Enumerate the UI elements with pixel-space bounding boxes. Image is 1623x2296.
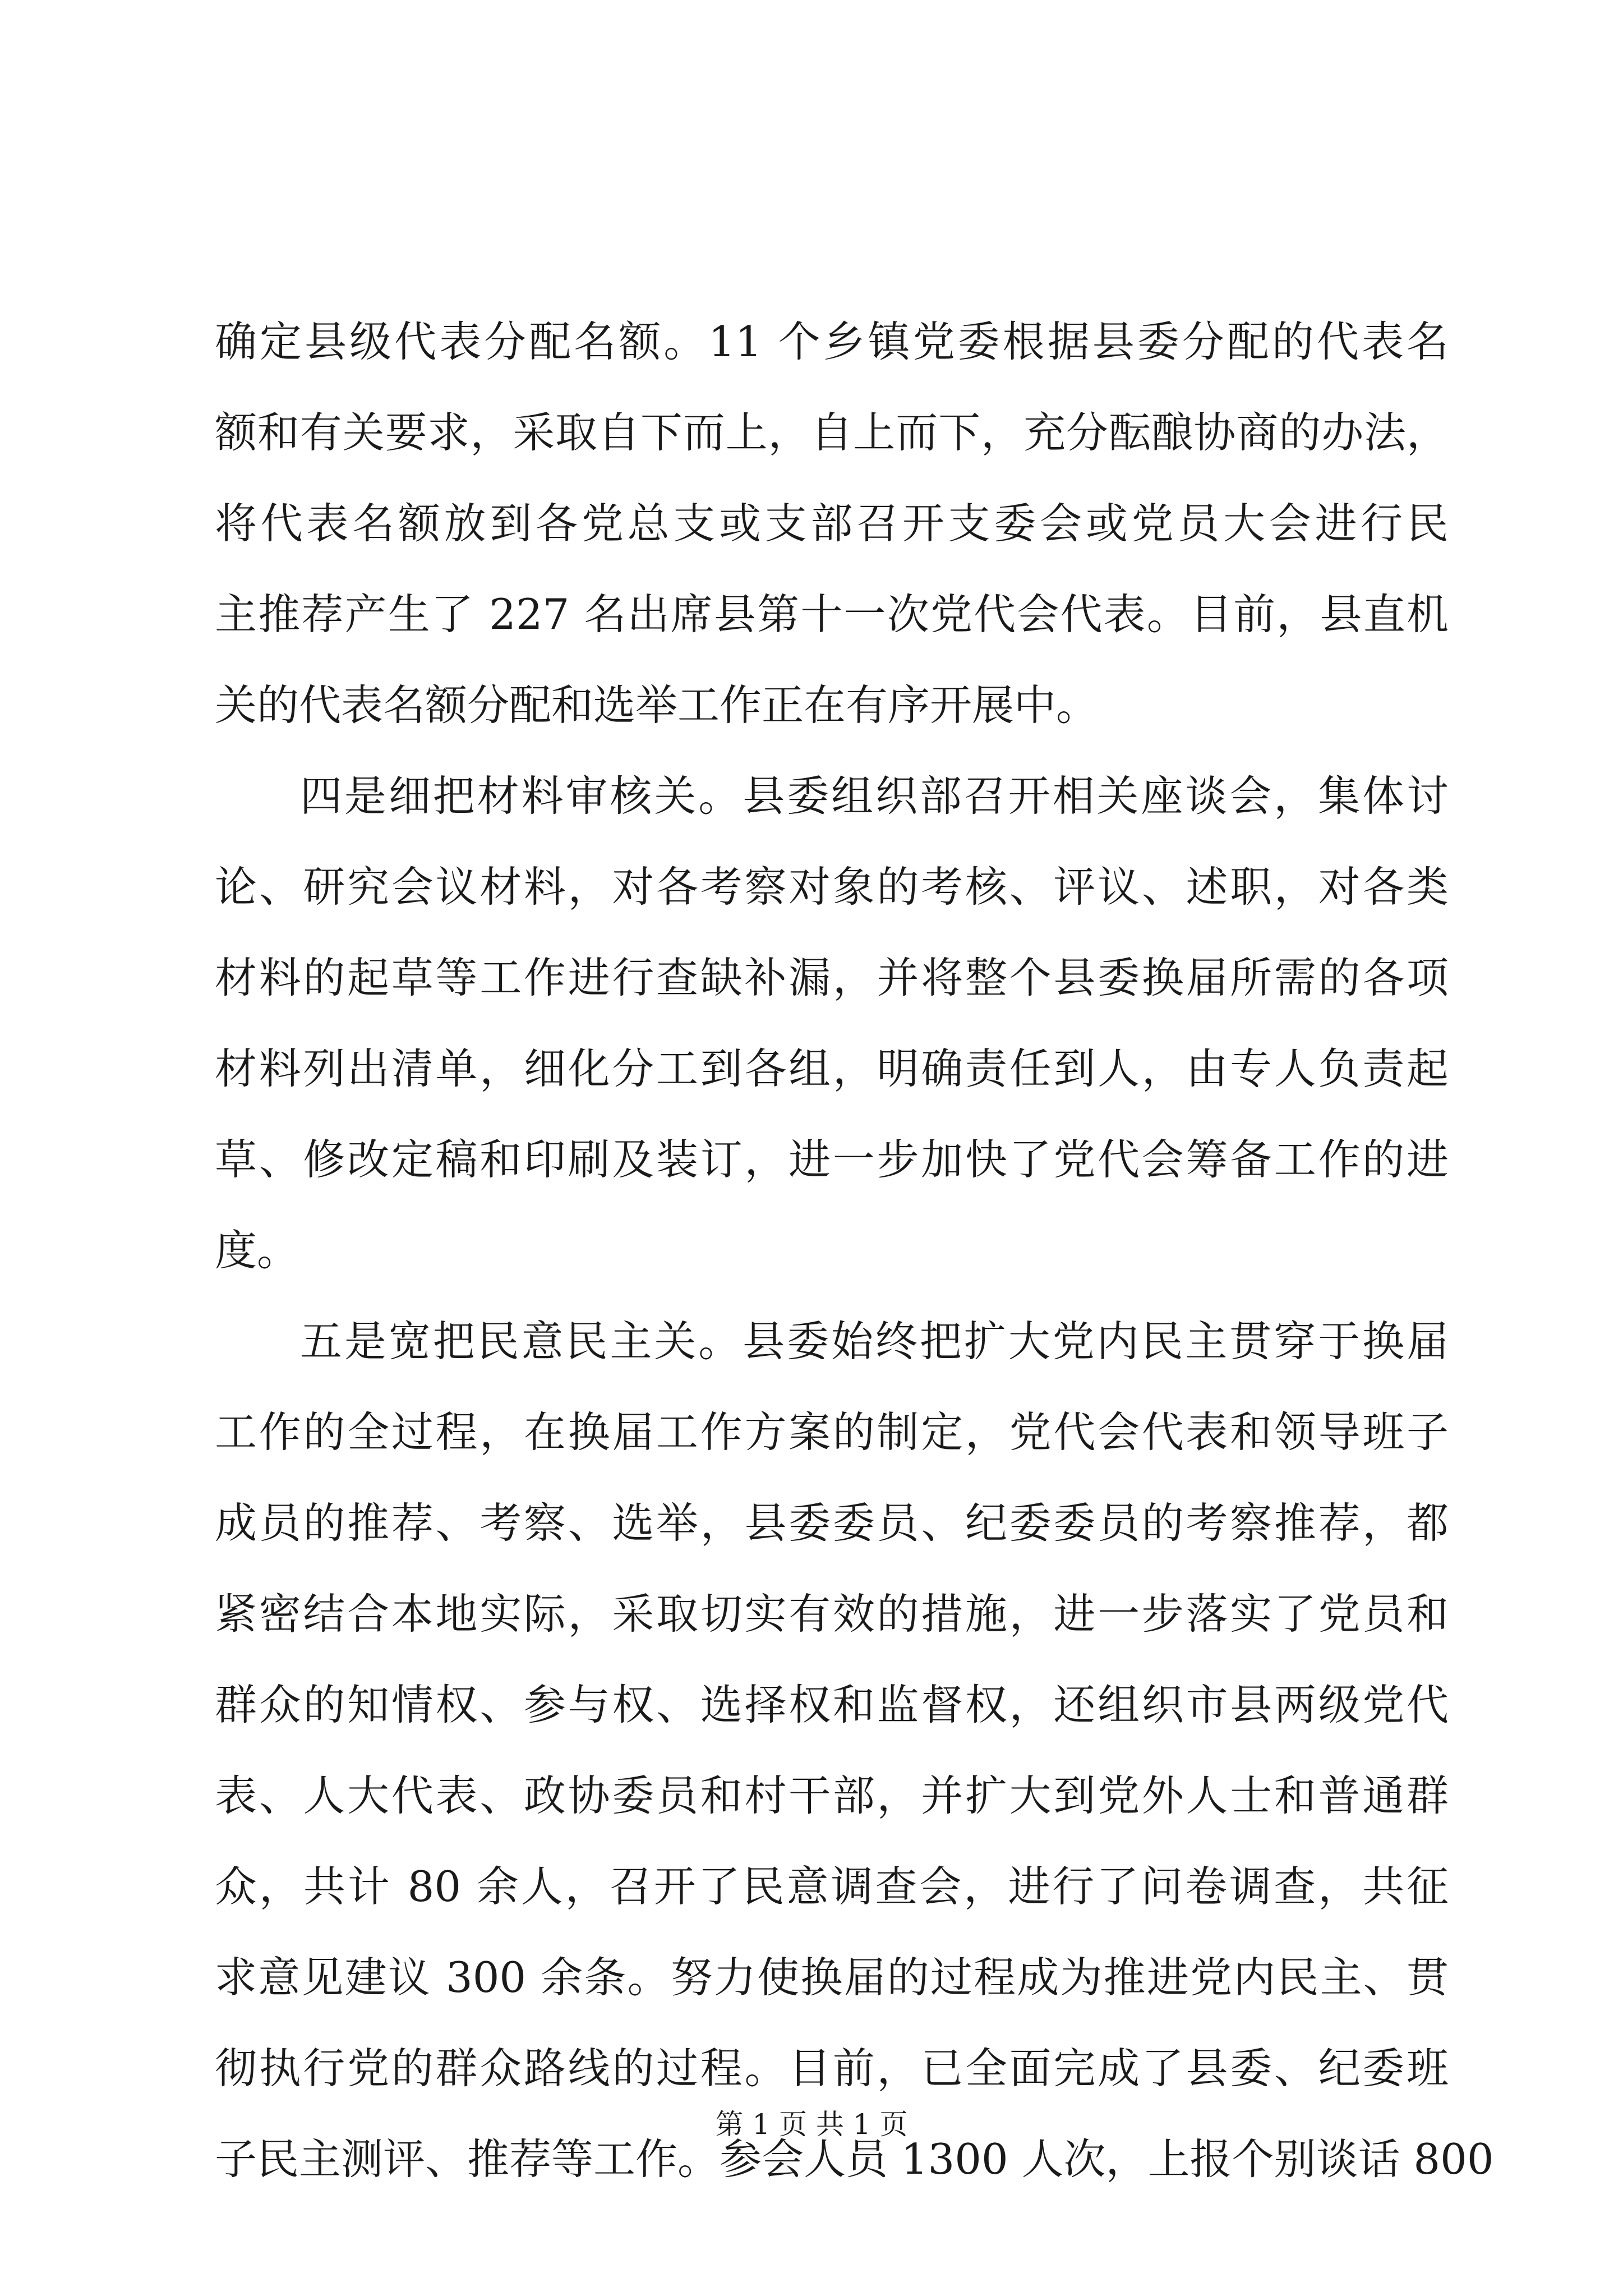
text-line: 成员的推荐、考察、选举，县委委员、纪委委员的考察推荐，都: [215, 1498, 1449, 1548]
text-line: 度。: [215, 1226, 299, 1275]
page-number-text: 第 1 页 共 1 页: [715, 2108, 908, 2141]
text-line: 材料的起草等工作进行查缺补漏，并将整个县委换届所需的各项: [215, 953, 1449, 1002]
text-line: 主推荐产生了 227 名出席县第十一次党代会代表。目前，县直机: [215, 590, 1449, 639]
text-line: 表、人大代表、政协委员和村干部，并扩大到党外人士和普通群: [215, 1771, 1449, 1820]
text-line: 彻执行党的群众路线的过程。目前，已全面完成了县委、纪委班: [215, 2044, 1449, 2093]
document-body: [215, 296, 1494, 2205]
page-footer: [0, 2105, 1623, 2144]
paragraph-start-line: 五是宽把民意民主关。县委始终把扩大党内民主贯穿于换届: [300, 1317, 1449, 1366]
text-line: 将代表名额放到各党总支或支部召开支委会或党员大会进行民: [215, 499, 1449, 548]
paragraph-start-line: 四是细把材料审核关。县委组织部召开相关座谈会，集体讨: [300, 771, 1449, 821]
text-line: 紧密结合本地实际，采取切实有效的措施，进一步落实了党员和: [215, 1589, 1449, 1639]
text-line: 子民主测评、推荐等工作。参会人员 1300 人次，上报个别谈话 800: [215, 2134, 1494, 2184]
text-line: 草、修改定稿和印刷及装订，进一步加快了党代会筹备工作的进: [215, 1135, 1449, 1184]
text-line: 论、研究会议材料，对各考察对象的考核、评议、述职，对各类: [215, 862, 1449, 912]
text-line: 众，共计 80 余人，召开了民意调查会，进行了问卷调查，共征: [215, 1862, 1449, 1911]
text-line: 群众的知情权、参与权、选择权和监督权，还组织市县两级党代: [215, 1680, 1449, 1729]
text-line: 额和有关要求，采取自下而上，自上而下，充分酝酿协商的办法，: [215, 408, 1449, 457]
text-line: 确定县级代表分配名额。11 个乡镇党委根据县委分配的代表名: [215, 317, 1449, 366]
text-line: 工作的全过程，在换届工作方案的制定，党代会代表和领导班子: [215, 1407, 1449, 1457]
text-line: 求意见建议 300 余条。努力使换届的过程成为推进党内民主、贯: [215, 1953, 1449, 2002]
text-line: 材料列出清单，细化分工到各组，明确责任到人，由专人负责起: [215, 1044, 1449, 1093]
text-line: 关的代表名额分配和选举工作正在有序开展中。: [215, 680, 1099, 730]
